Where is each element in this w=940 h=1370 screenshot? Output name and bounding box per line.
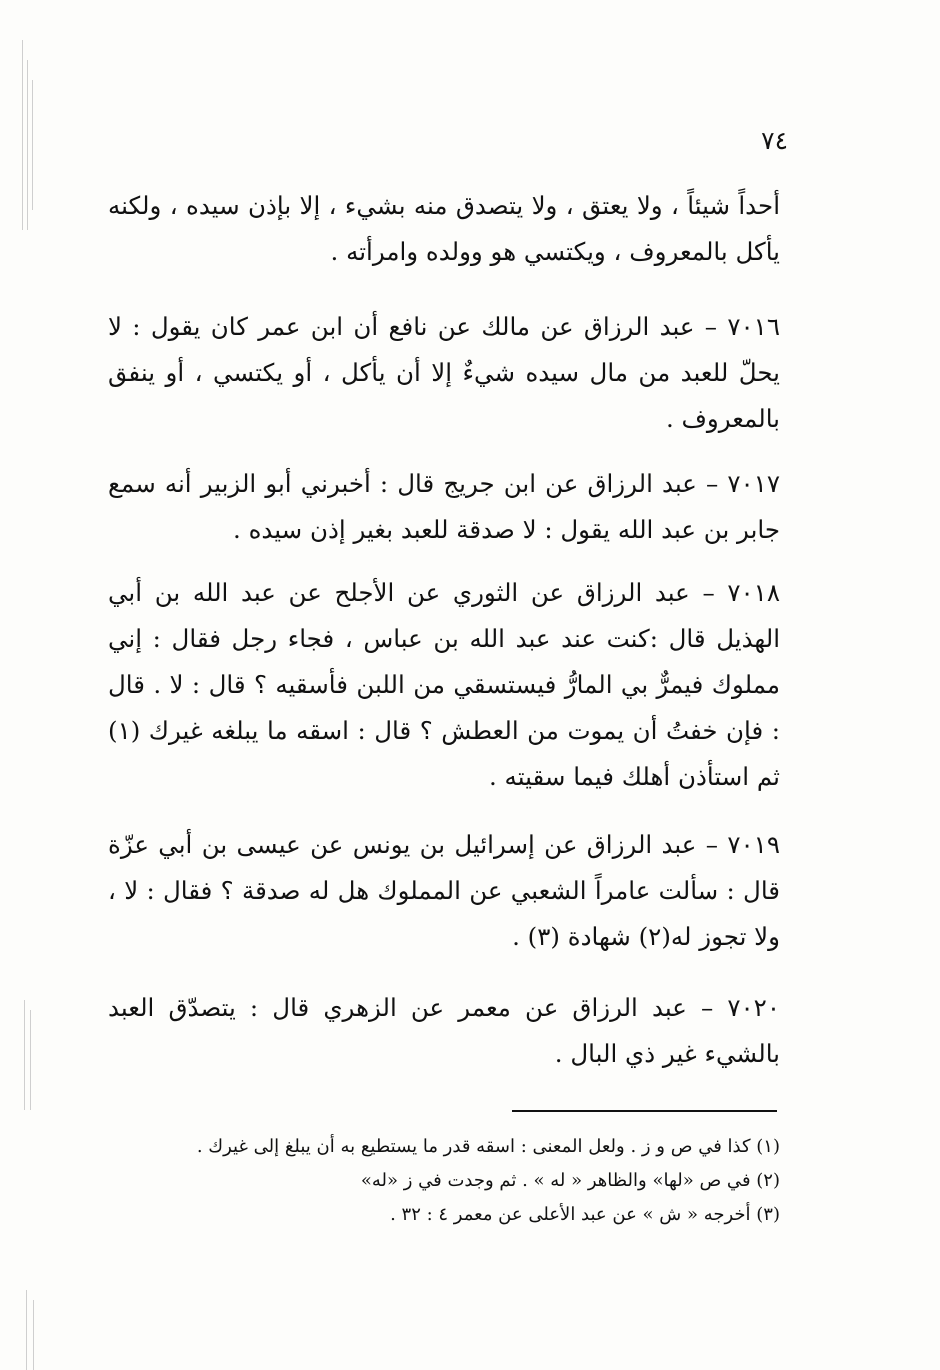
- paragraph-text: ٧٠١٩ – عبد الرزاق عن إسرائيل بن يونس عن عيسى بن أبي عزّة قال : سألت عامراً الشعبي عن المملوك هل له صدقة ؟ فقال : لا ، ولا تجوز له(٢) شهادة (٣) .: [108, 830, 780, 951]
- paragraph-text: أحداً شيئاً ، ولا يعتق ، ولا يتصدق منه بشيء ، إلا بإذن سيده ، ولكنه يأكل بالمعروف ، ويكتسي هو وولده وامرأته .: [108, 191, 780, 266]
- paragraph-1: [108, 183, 780, 275]
- scan-edge-line: [27, 60, 28, 230]
- paragraph-text: ٧٠١٧ – عبد الرزاق عن ابن جريج قال : أخبرني أبو الزبير أنه سمع جابر بن عبد الله يقول : لا صدقة للعبد بغير إذن سيده .: [108, 469, 780, 544]
- footnote-1: (١) كذا في ص و ز . ولعل المعنى : اسقه قدر ما يستطيع به أن يبلغ إلى غيرك .: [196, 1136, 780, 1157]
- scan-edge-line: [24, 1000, 25, 1110]
- paragraph-text: ٧٠١٨ – عبد الرزاق عن الثوري عن الأجلح عن عبد الله بن أبي الهذيل قال :كنت عند عبد الله بن عباس ، فجاء رجل فقال : إني مملوك فيمرٌّ بي المارُّ فيستسقي من اللبن فأسقيه ؟ قال : لا . قال : فإن خفتُ أن يموت من العطش ؟ قال : اسقه ما يبلغه غيرك (١) ثم استأذن أهلك فيما سقيته .: [108, 578, 780, 791]
- scan-edge-line: [22, 40, 23, 230]
- footnote-2: (٢) في ص «لها» والظاهر « له » . ثم وجدت في ز «له»: [360, 1170, 780, 1191]
- scan-edge-line: [33, 1300, 34, 1370]
- footnotes: [100, 1130, 780, 1232]
- scan-edge-line: [30, 1010, 31, 1110]
- footnote-divider: [512, 1110, 777, 1112]
- paragraph-7019: [108, 822, 780, 960]
- scan-edge-line: [32, 80, 33, 210]
- paragraph-7016: [108, 304, 780, 442]
- footnote-3: (٣) أخرجه « ش » عن عبد الأعلى عن معمر ٤ : ٣٢ .: [390, 1204, 780, 1225]
- scan-edge-line: [26, 1290, 27, 1370]
- paragraph-7017: [108, 461, 780, 553]
- paragraph-text: ٧٠١٦ – عبد الرزاق عن مالك عن نافع أن ابن عمر كان يقول : لا يحلّ للعبد من مال سيده شيءٌ إلا أن يأكل ، أو يكتسي ، أو ينفق بالمعروف .: [108, 312, 780, 433]
- page-number: ٧٤: [761, 126, 788, 155]
- paragraph-7020: [108, 985, 780, 1077]
- paragraph-text: ٧٠٢٠ – عبد الرزاق عن معمر عن الزهري قال : يتصدّق العبد بالشيء غير ذي البال .: [108, 993, 780, 1068]
- paragraph-7018: [108, 570, 780, 800]
